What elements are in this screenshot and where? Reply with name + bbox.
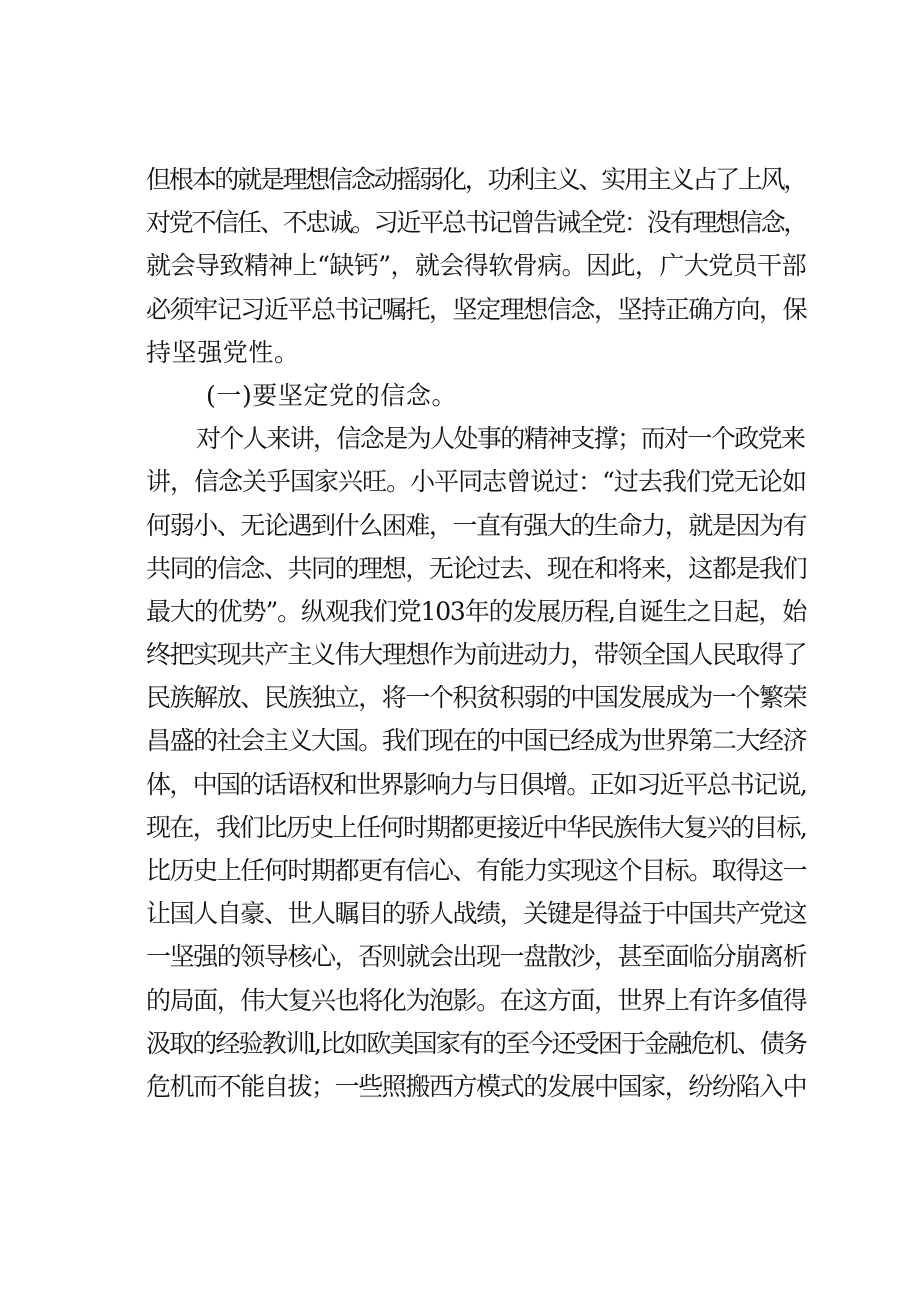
text-line: 民族解放、民族独立，将一个积贫积弱的中国发展成为一个繁荣 bbox=[146, 683, 806, 713]
text-line: 共同的信念、共同的理想，无论过去、现在和将来，这都是我们 bbox=[146, 553, 806, 583]
text-line: 昌盛的社会主义大国。我们现在的中国已经成为世界第二大经济 bbox=[146, 726, 806, 756]
text-line: 现在，我们比历史上任何时期都更接近中华民族伟大复兴的目标, bbox=[146, 812, 806, 842]
text-line: 就会导致精神上“缺钙”，就会得软骨病。因此，广大党员干部 bbox=[146, 251, 806, 281]
text-line: 一坚强的领导核心，否则就会出现一盘散沙，甚至面临分崩离析 bbox=[146, 942, 806, 972]
text-line: 终把实现共产主义伟大理想作为前进动力，带领全国人民取得了 bbox=[146, 640, 806, 670]
text-line: 让国人自豪、世人瞩目的骄人战绩，关键是得益于中国共产党这 bbox=[146, 899, 806, 929]
text-line: 的局面，伟大复兴也将化为泡影。在这方面，世界上有许多值得 bbox=[146, 985, 806, 1015]
section-heading: (一)要坚定党的信念。 bbox=[206, 380, 458, 410]
body-text bbox=[146, 158, 806, 1108]
text-line: 持坚强党性。 bbox=[146, 337, 300, 367]
paragraph-first-line: 对个人来讲，信念是为人处事的精神支撑；而对一个政党来 bbox=[196, 424, 805, 454]
text-line: 汲取的经验教训l,比如欧美国家有的至今还受困于金融危机、债务 bbox=[146, 1028, 806, 1058]
text-line: 比历史上任何时期都更有信心、有能力实现这个目标。取得这一 bbox=[146, 856, 806, 885]
text-line: 体，中国的话语权和世界影响力与日俱增。正如习近平总书记说, bbox=[146, 769, 806, 799]
text-line: 讲，信念关乎国家兴旺。小平同志曾说过：“过去我们党无论如 bbox=[146, 467, 806, 497]
text-line: 但根本的就是理想信念动摇弱化，功利主义、实用主义占了上风， bbox=[146, 165, 806, 194]
text-line: 何弱小、无论遇到什么困难，一直有强大的生命力，就是因为有 bbox=[146, 510, 806, 540]
text-line: 最大的优势”。纵观我们党103年的发展历程,自诞生之日起，始 bbox=[146, 596, 806, 626]
text-line: 对党不信任、不忠诚。习近平总书记曾告诫全党：没有理想信念， bbox=[146, 208, 806, 238]
text-line: 必须牢记习近平总书记嘱托，坚定理想信念，坚持正确方向，保 bbox=[146, 294, 806, 324]
text-line: 危机而不能自拔；一些照搬西方模式的发展中国家，纷纷陷入中 bbox=[146, 1071, 806, 1101]
